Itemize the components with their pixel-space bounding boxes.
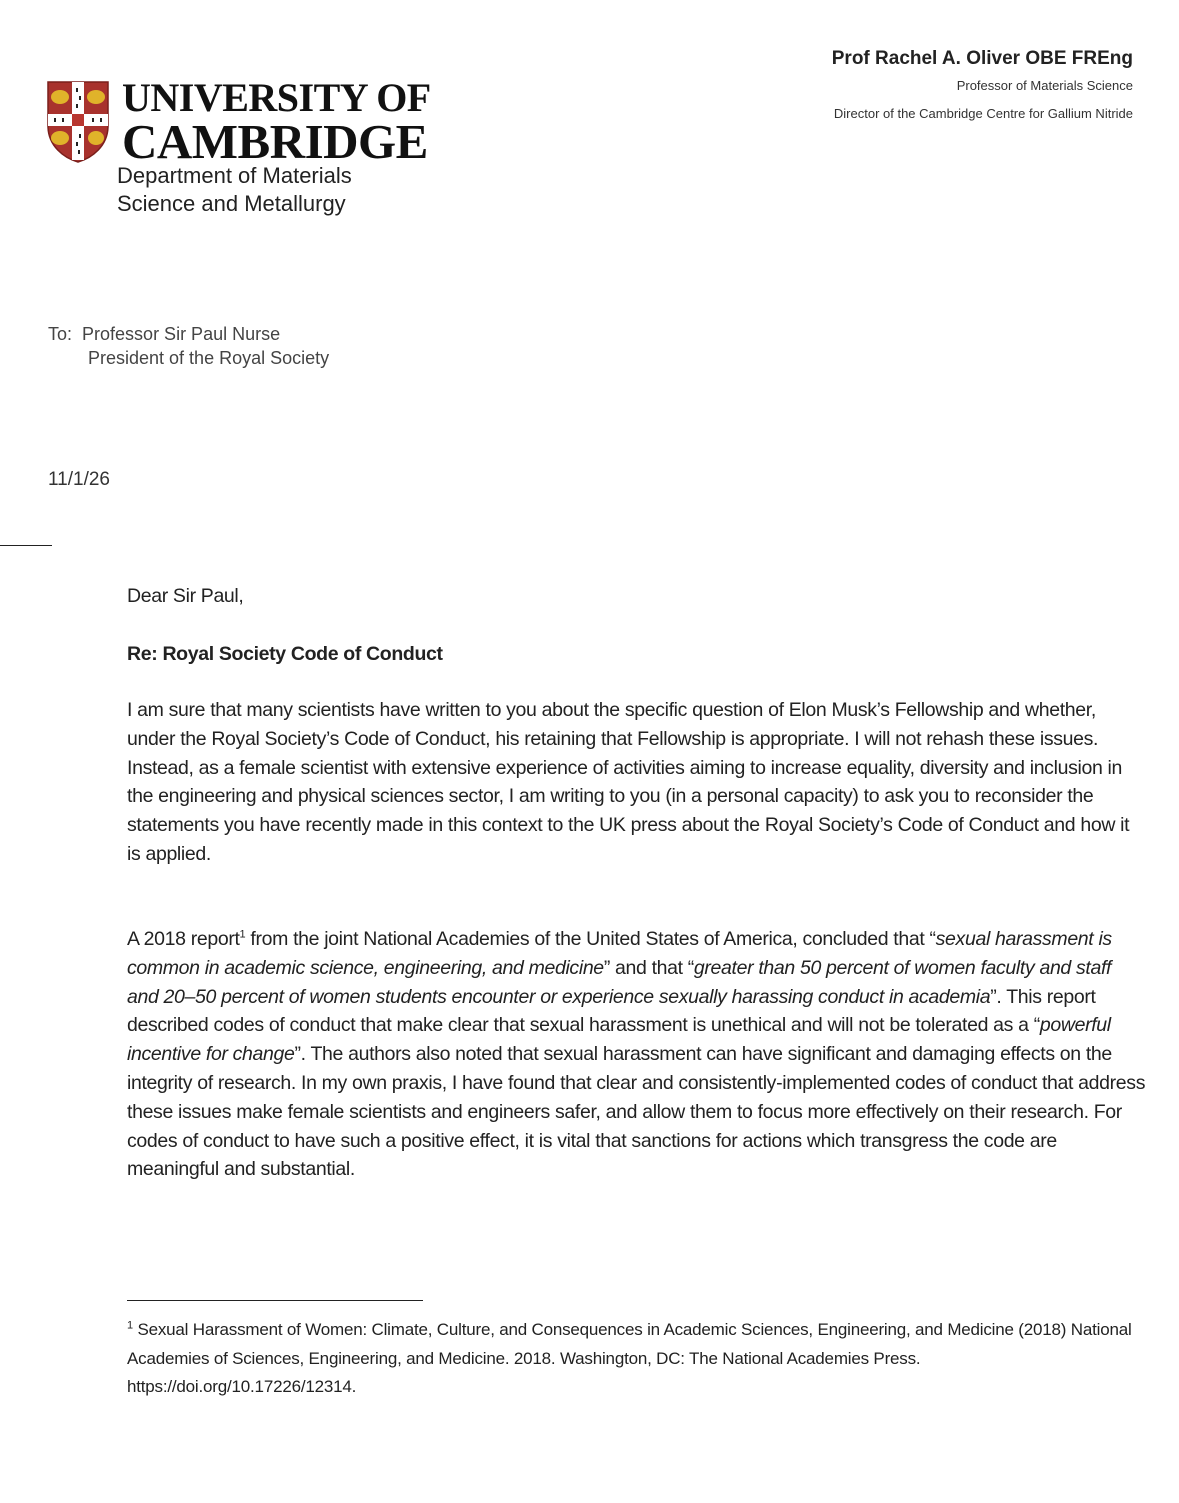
sender-role: Director of the Cambridge Centre for Gallium Nitride [833,106,1133,121]
footnote [127,1316,1147,1402]
paragraph-2: A 2018 report$^1$ from the joint National Academies of the United States of America, concluded that “sexual harassment is common in academic science, engineering, and medicine” and that “greater than 50 percent of women faculty and staff and 20–50 percent of women students encounter or experience sexually harassing conduct in academia”. This report described codes of conduct that make clear that sexual harassment is unethical and will not be tolerated as a “powerful incentive for change”. The authors also noted that sexual harassment can have significant and damaging effects on the integrity of research. In my own praxis, I have found that clear and consistently-implemented codes of conduct that address these issues make female scientists and engineers safer, and allow them to focus more effectively on their research. For codes of conduct to have such a positive effect, it is vital that sanctions for actions which transgress the code are meaningful and substantial. [127,928,1146,1181]
footnote-separator [127,1300,423,1301]
subject-line: Re: Royal Society Code of Conduct [127,643,443,665]
quote-3: powerful incentive for change [127,1014,1111,1066]
sender-name: Prof Rachel A. Oliver OBE FREng [831,48,1133,69]
quote-2: greater than 50 percent of women faculty and staff and 20–50 percent of women students encounter or experience sexually harassing conduct in academia [127,956,1112,1008]
recipient-position: President of the Royal Society [88,348,330,368]
department-line2: Science and Metallurgy [117,191,346,216]
department-line1: Department of Materials [117,163,352,188]
footnote-number: 1 [127,1319,133,1332]
paragraph-1: I am sure that many scientists have written to you about the specific question of Elon Musk’s Fellowship and whether, under the Royal Society’s Code of Conduct, his retaining that Fellowship is appropriate. I will not rehash these issues. Instead, as a female scientist with extensive experience of activities aiming to increase equality, diversity and inclusion in the engineering and physical sciences sector, I am writing to you (in a personal capacity) to ask you to reconsider the statements you have recently made in this context to the UK press about the Royal Society’s Code of Conduct and how it is applied. [127,699,1130,865]
footnote-reference[interactable]: 1 [239,928,246,941]
recipient-block [48,322,329,370]
margin-rule [0,545,52,546]
sender-block [832,46,1133,128]
sender-title: Professor of Materials Science [956,78,1133,93]
letter-date: 11/1/26 [48,469,110,490]
university-name-line2: CAMBRIDGE [122,114,428,169]
university-name-line1: UNIVERSITY OF [122,75,431,120]
recipient-prefix: To: [48,324,73,344]
recipient-name: Professor Sir Paul Nurse [82,324,281,344]
quote-1: sexual harassment is common in academic science, engineering, and medicine [127,928,1112,979]
salutation: Dear Sir Paul, [127,585,244,607]
university-crest-icon [46,80,110,164]
footnote-text: Sexual Harassment of Women: Climate, Culture, and Consequences in Academic Sciences, Engineering, and Medicine (2018) National Academies of Sciences, Engineering, and Medicine. 2018. Washington, DC: The National Academies Press. https://doi.org/10.17226/12314. [127,1320,1132,1396]
